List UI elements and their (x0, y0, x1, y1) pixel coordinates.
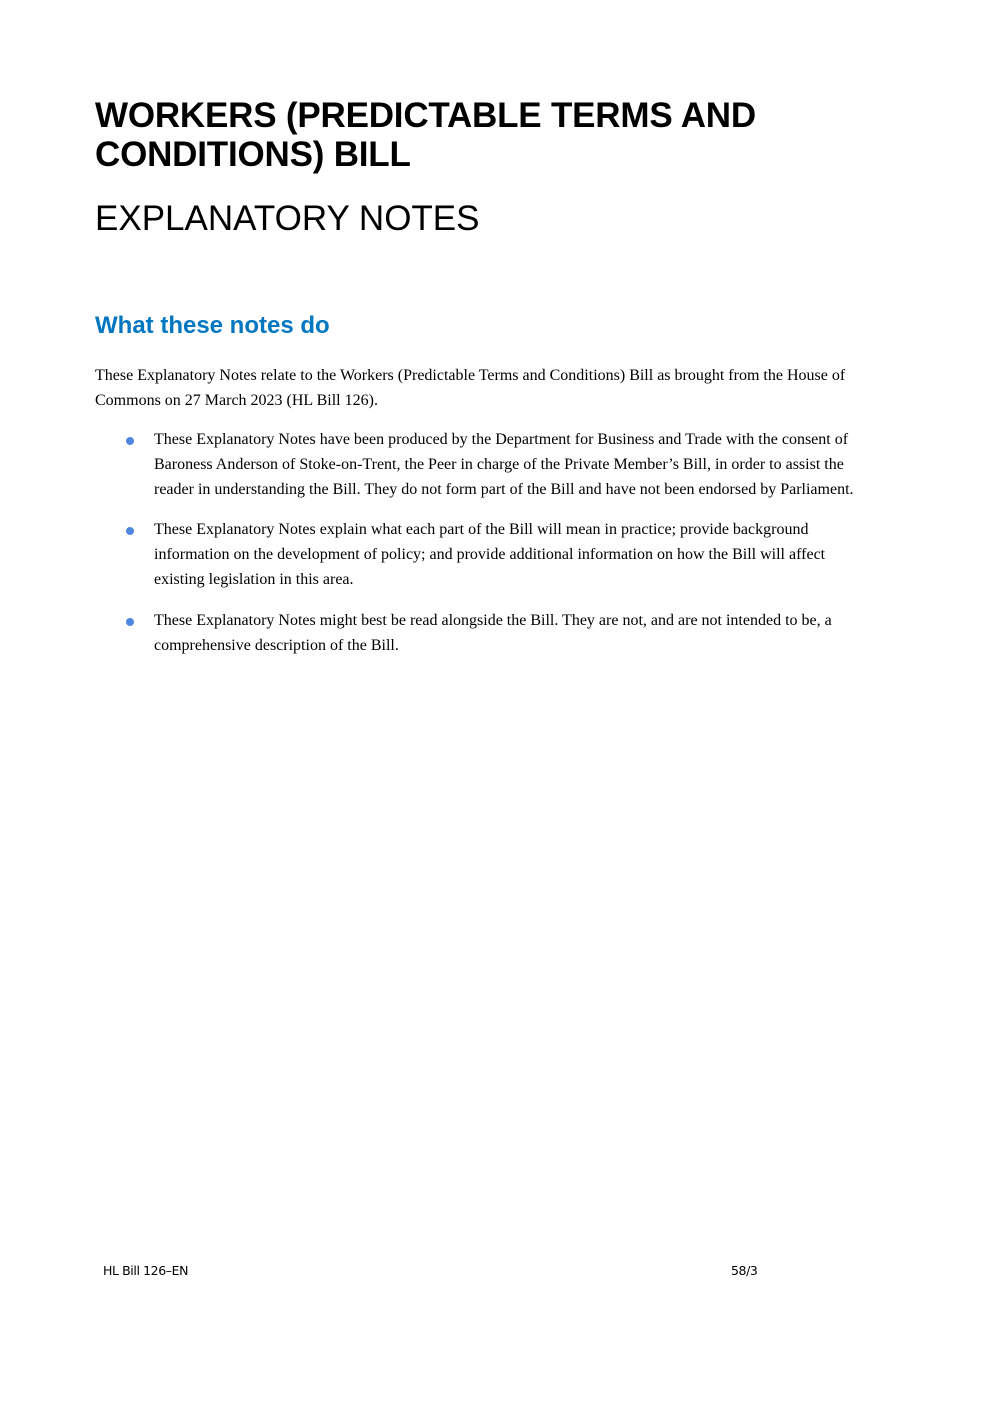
bullet-dot-icon (126, 527, 134, 535)
footer-print-number: 58/3 (731, 1263, 758, 1278)
section-heading: What these notes do (95, 312, 330, 339)
footer-bill-reference: HL Bill 126–EN (103, 1263, 189, 1278)
bullet-item (95, 428, 865, 502)
document-subtitle: EXPLANATORY NOTES (95, 199, 480, 238)
bullet-text: These Explanatory Notes explain what each part of the Bill will mean in practice; provide background information on the development of policy; and provide additional information on how the Bill will affect existing legislation in this area. (154, 521, 826, 588)
intro-paragraph: These Explanatory Notes relate to the Workers (Predictable Terms and Conditions) Bill as brought from the House of Commons on 27 March 2023 (HL Bill 126). (95, 367, 846, 409)
bullet-item (95, 518, 865, 592)
bullet-dot-icon (126, 618, 134, 626)
bullet-list (95, 428, 865, 674)
bill-title: WORKERS (PREDICTABLE TERMS AND CONDITIONS) BILL (95, 96, 756, 174)
bullet-item (95, 609, 865, 659)
bullet-text: These Explanatory Notes might best be read alongside the Bill. They are not, and are not intended to be, a comprehensive description of the Bill. (154, 611, 832, 654)
bullet-text: These Explanatory Notes have been produced by the Department for Business and Trade with the consent of Baroness Anderson of Stoke-on-Trent, the Peer in charge of the Private Member’s Bill, in order to assist the reader in understanding the Bill. They do not form part of the Bill and have not been endorsed by Parliament. (154, 431, 854, 498)
bullet-dot-icon (126, 437, 134, 445)
